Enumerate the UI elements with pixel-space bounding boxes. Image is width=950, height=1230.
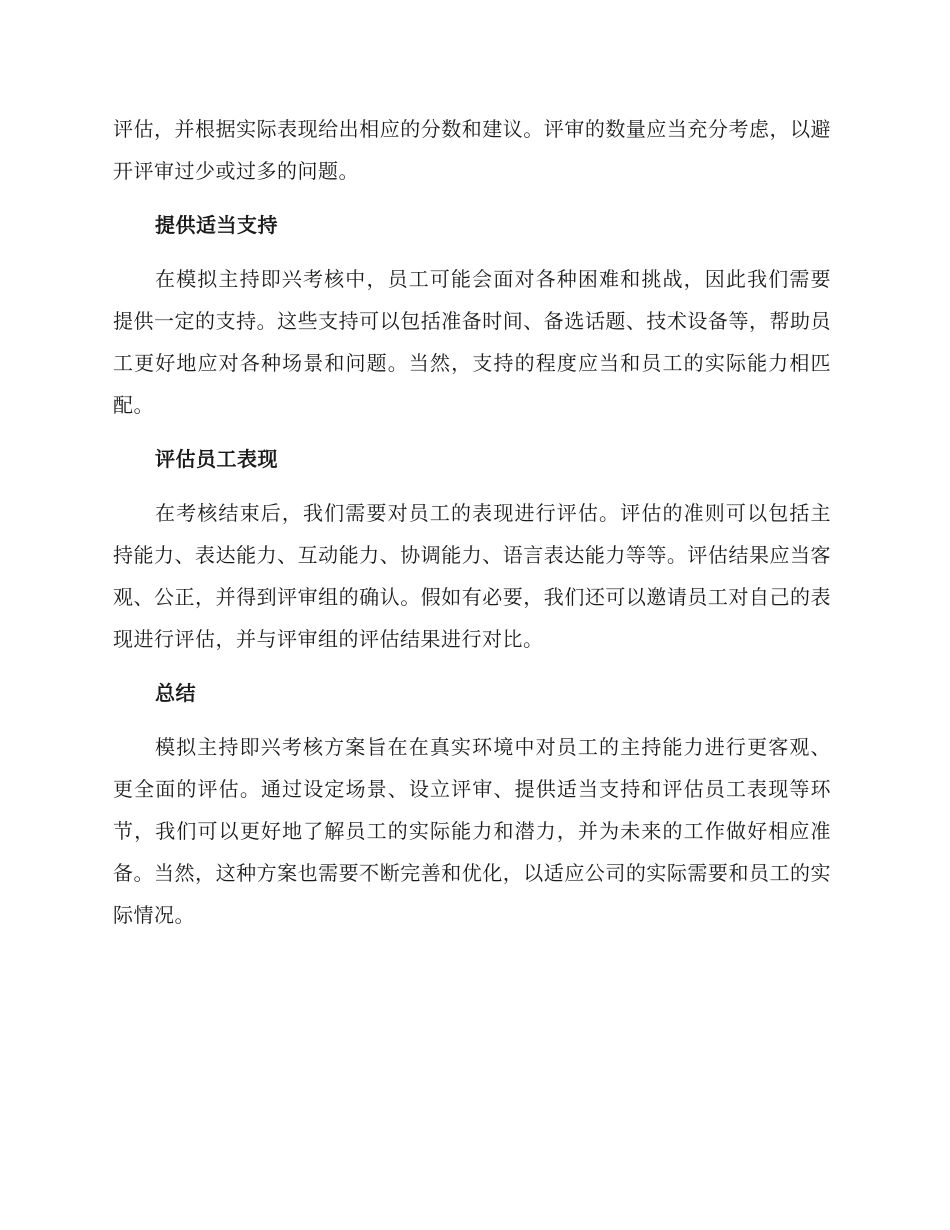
section-heading-evaluation: 评估员工表现 xyxy=(155,447,278,471)
document-body xyxy=(113,108,831,936)
section-heading-summary: 总结 xyxy=(155,681,196,705)
intro-paragraph: 评估，并根据实际表现给出相应的分数和建议。评审的数量应当充分考虑，以避开评审过少或过多的问题。 xyxy=(113,117,831,183)
section-heading-support: 提供适当支持 xyxy=(155,213,278,237)
section-body-support: 在模拟主持即兴考核中，员工可能会面对各种困难和挑战，因此我们需要提供一定的支持。这些支持可以包括准备时间、备选话题、技术设备等，帮助员工更好地应对各种场景和问题。当然，支持的程度应当和员工的实际能力相匹配。 xyxy=(113,267,831,417)
section-body-evaluation: 在考核结束后，我们需要对员工的表现进行评估。评估的准则可以包括主持能力、表达能力、互动能力、协调能力、语言表达能力等等。评估结果应当客观、公正，并得到评审组的确认。假如有必要，我们还可以邀请员工对自己的表现进行评估，并与评审组的评估结果进行对比。 xyxy=(113,501,831,651)
section-body-summary: 模拟主持即兴考核方案旨在在真实环境中对员工的主持能力进行更客观、更全面的评估。通过设定场景、设立评审、提供适当支持和评估员工表现等环节，我们可以更好地了解员工的实际能力和潜力，并为未来的工作做好相应准备。当然，这种方案也需要不断完善和优化，以适应公司的实际需要和员工的实际情况。 xyxy=(113,735,831,927)
